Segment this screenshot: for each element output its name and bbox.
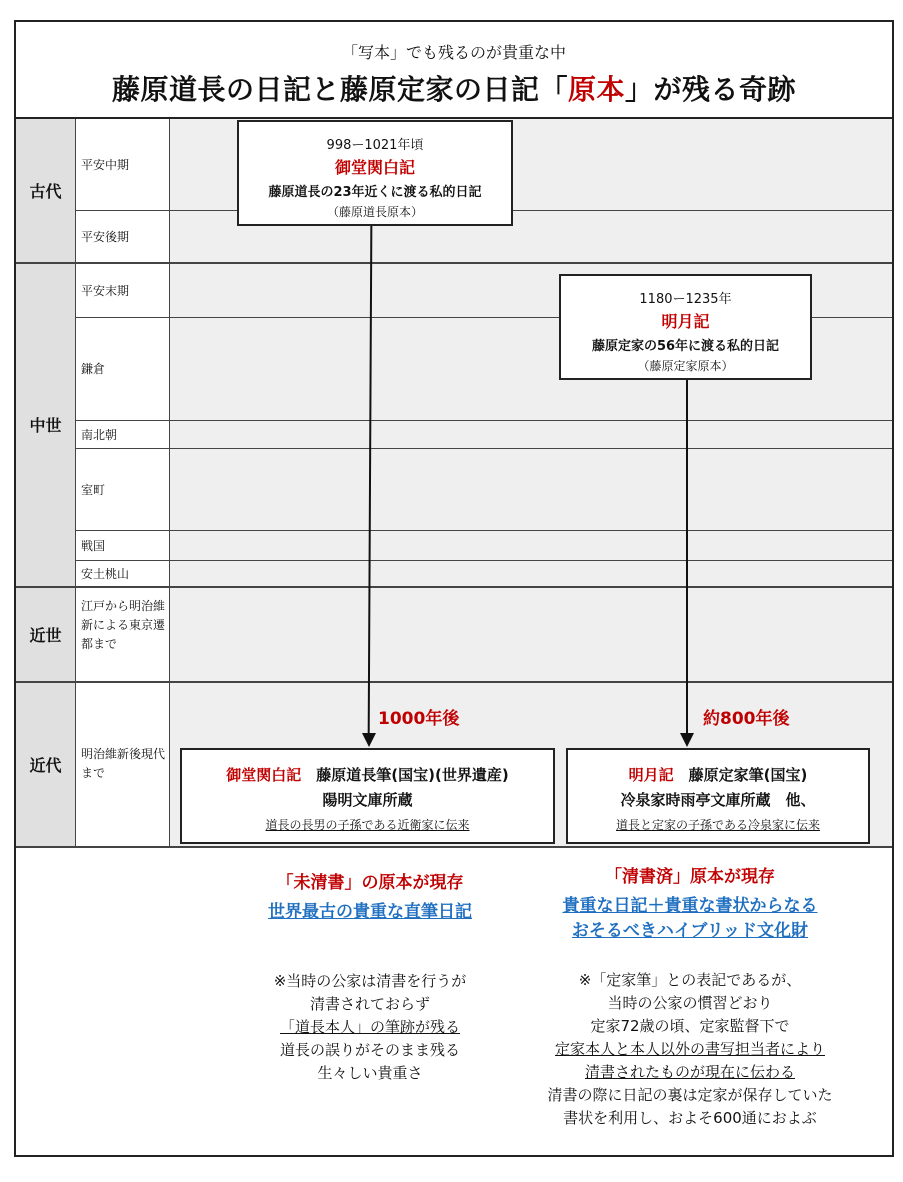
midokan-source-box [237, 120, 513, 226]
note-line: 清書されたものが現在に伝わる [584, 1063, 795, 1081]
era-kindai [16, 682, 76, 846]
right-notes-body [510, 969, 870, 1130]
left-notes-heading: 「未清書」の原本が現存 [276, 873, 464, 893]
note-line: 定家本人と本人以外の書写担当者により [554, 1040, 825, 1058]
divider [16, 262, 892, 264]
note-line: ※当時の公家は清書を行うが [273, 972, 467, 990]
note-line: 「道長本人」の筆跡が残る [279, 1018, 460, 1036]
era-label: 近世 [29, 625, 62, 645]
period-sengoku [76, 530, 170, 560]
midokan-gap-label: 1000年後 [378, 709, 460, 729]
title-text-1: 藤原道長の日記と藤原定家の日記「 [111, 73, 568, 106]
title-text-2: 」が残る奇跡 [625, 73, 797, 106]
divider [76, 448, 892, 449]
era-chusei [16, 263, 76, 586]
divider [76, 420, 892, 421]
midokan-result-name: 御堂関白記 [226, 766, 302, 784]
period-azuchi-momoyama [76, 560, 170, 586]
note-line: ※「定家筆」との表記であるが、 [578, 971, 802, 989]
era-kinsei [16, 587, 76, 681]
period-heian-matsuki [76, 263, 170, 317]
meigetsu-note: （藤原定家原本） [637, 359, 734, 373]
divider [76, 560, 892, 561]
period-muromachi [76, 448, 170, 530]
meigetsu-result-note: 道長と定家の子孫である冷泉家に伝来 [615, 818, 820, 832]
note-line: 道長の誤りがそのまま残る [279, 1041, 460, 1059]
right-notes-heading: 「清書済」原本が現存 [605, 867, 775, 887]
period-label: 江戸から明治維新による東京遷都まで [81, 599, 166, 651]
period-label: 南北朝 [81, 427, 118, 442]
period-label: 鎌倉 [81, 362, 106, 376]
midokan-result-author: 藤原道長筆(国宝)(世界遺産) [316, 766, 509, 784]
meigetsu-desc: 藤原定家の56年に渡る私的日記 [591, 339, 780, 354]
period-heian-koki [76, 210, 170, 262]
subtitle: 「写本」でも残るのが貴重な中 [341, 43, 566, 62]
meigetsu-result-author: 藤原定家筆(国宝) [688, 766, 808, 784]
arrow-line-meigetsu [686, 380, 688, 738]
divider [16, 586, 892, 588]
era-label: 近代 [29, 755, 62, 775]
divider [16, 846, 892, 848]
meigetsu-source-box [559, 274, 812, 380]
left-notes-body [205, 970, 535, 1085]
right-notes [510, 862, 870, 1130]
period-label: 平安末期 [81, 283, 130, 298]
midokan-years: 998ー1021年頃 [326, 138, 424, 153]
divider [76, 530, 892, 531]
period-heian-chuki [76, 119, 170, 210]
era-label: 中世 [29, 416, 62, 435]
divider [16, 681, 892, 683]
period-modern [76, 682, 170, 846]
period-label: 平安中期 [81, 158, 130, 172]
period-label: 平安後期 [81, 229, 130, 244]
meigetsu-name: 明月記 [661, 312, 710, 331]
main-title [14, 68, 894, 108]
meigetsu-years: 1180ー1235年 [639, 292, 732, 307]
left-notes [205, 868, 535, 1085]
title-area [14, 20, 894, 119]
timeline-background [170, 119, 892, 846]
era-kodai [16, 119, 76, 262]
midokan-result-place: 陽明文庫所蔵 [322, 791, 413, 809]
arrow-head-meigetsu [677, 733, 697, 749]
era-label: 古代 [29, 182, 62, 201]
period-edo [76, 587, 170, 681]
midokan-result-note: 道長の長男の子孫である近衛家に伝来 [265, 818, 470, 832]
meigetsu-result-place: 冷泉家時雨亭文庫所蔵 他、 [620, 791, 816, 809]
note-line: 生々しい貴重さ [317, 1064, 423, 1082]
note-line: 定家72歳の頃、定家監督下で [590, 1017, 790, 1035]
midokan-desc: 藤原道長の23年近くに渡る私的日記 [268, 185, 482, 200]
arrow-head-midokan [359, 733, 379, 749]
note-line: 清書されておらず [309, 995, 430, 1013]
title-highlight: 原本 [567, 73, 625, 106]
period-label: 安土桃山 [81, 566, 130, 581]
period-kamakura [76, 317, 170, 420]
period-nanbokucho [76, 420, 170, 448]
right-notes-highlight-2: おそるべきハイブリッド文化財 [571, 921, 809, 941]
midokan-name: 御堂関白記 [334, 158, 415, 177]
midokan-result-box [180, 748, 555, 844]
meigetsu-result-name: 明月記 [628, 766, 674, 784]
note-line: 当時の公家の慣習どおり [607, 994, 773, 1012]
note-line: 清書の際に日記の裏は定家が保存していた [547, 1086, 833, 1104]
period-label: 明治維新後現代まで [81, 747, 166, 780]
period-label: 室町 [81, 482, 106, 497]
right-notes-highlight-1: 貴重な日記＋貴重な書状からなる [562, 896, 818, 916]
note-line: 書状を利用し、およそ600通におよぶ [563, 1109, 817, 1127]
left-notes-highlight: 世界最古の貴重な直筆日記 [268, 902, 472, 922]
meigetsu-result-box [566, 748, 870, 844]
period-label: 戦国 [81, 538, 106, 553]
meigetsu-gap-label: 約800年後 [703, 709, 790, 729]
midokan-note: （藤原道長原本） [326, 205, 423, 219]
